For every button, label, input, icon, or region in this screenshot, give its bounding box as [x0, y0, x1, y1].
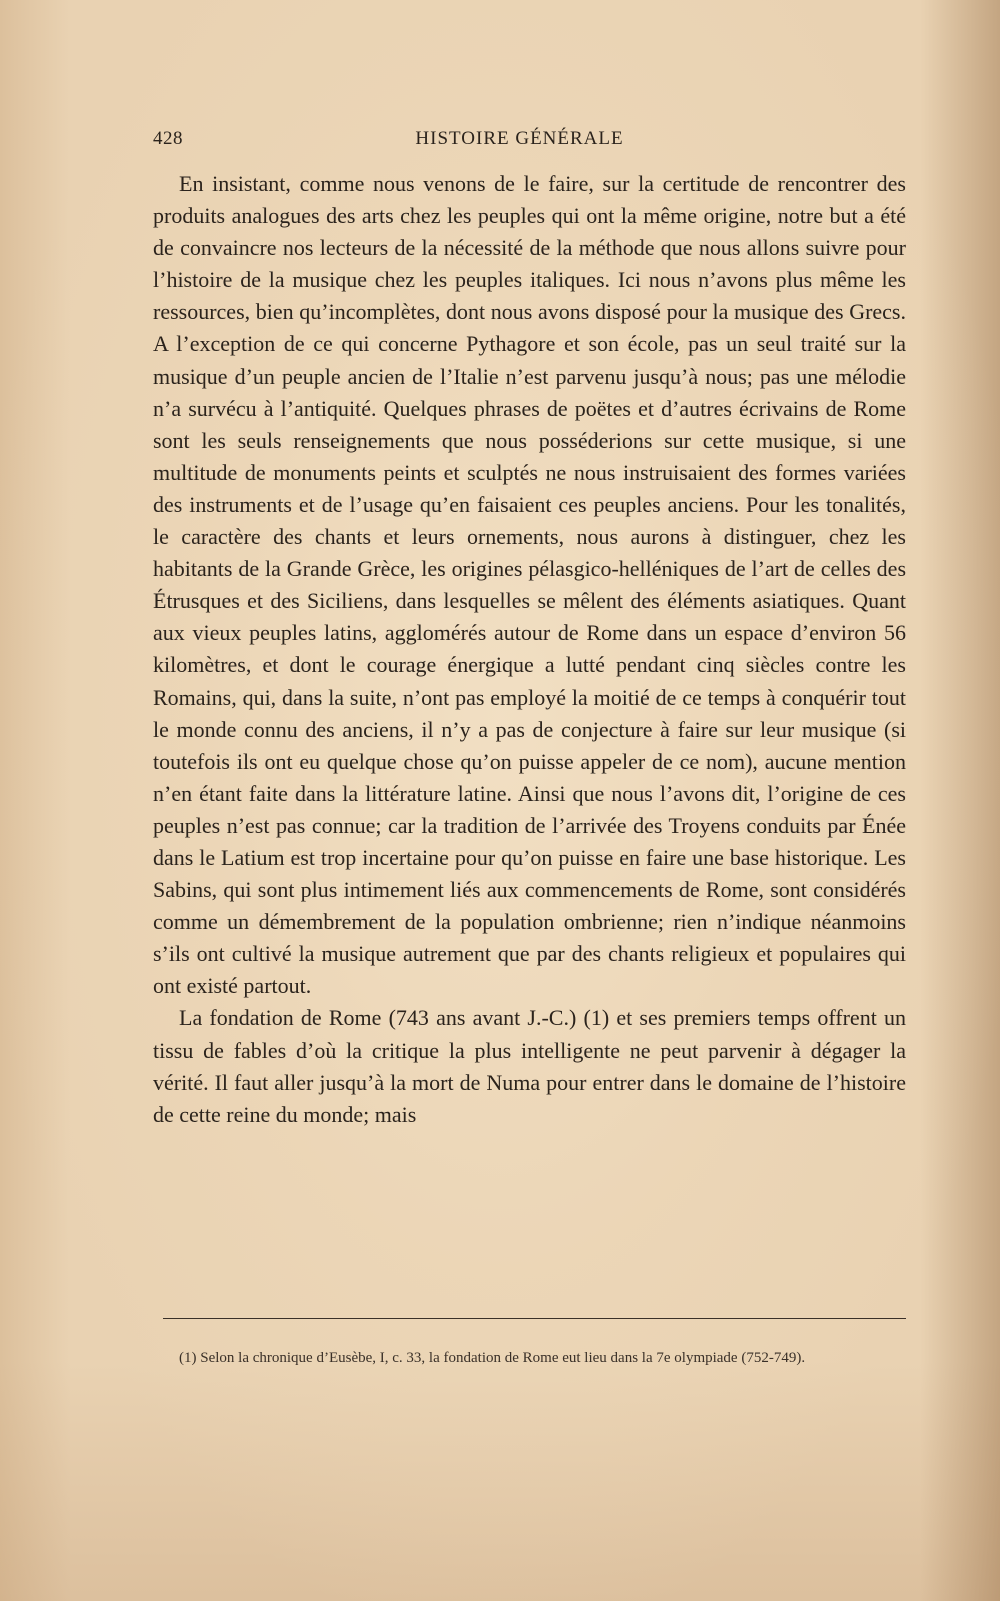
- paragraph: En insistant, comme nous venons de le faire, sur la certitude de rencontrer des produits analogues des arts chez les peuples qui ont la même origine, notre but a été de convaincre nos lecteurs de la nécessité de la méthode que nous allons suivre pour l’histoire de la musique chez les peuples italiques. Ici nous n’avons plus même les ressources, bien qu’incomplètes, dont nous avons disposé pour la musique des Grecs. A l’exception de ce qui concerne Pythagore et son école, pas un seul traité sur la musique d’un peuple ancien de l’Italie n’est parvenu jusqu’à nous; pas une mélodie n’a survécu à l’antiquité. Quelques phrases de poëtes et d’autres écrivains de Rome sont les seuls renseignements que nous posséderions sur cette musique, si une multitude de monuments peints et sculptés ne nous instruisaient des formes variées des instruments et de l’usage qu’en faisaient ces peuples anciens. Pour les tonalités, le caractère des chants et leurs ornements, nous aurons à distinguer, chez les habitants de la Grande Grèce, les origines pélasgico-helléniques de l’art de celles des Étrusques et des Siciliens, dans lesquelles se mêlent des éléments asiatiques. Quant aux vieux peuples latins, agglomérés autour de Rome dans un espace d’environ 56 kilomètres, et dont le courage énergique a lutté pendant cinq siècles contre les Romains, qui, dans la suite, n’ont pas employé la moitié de ce temps à conquérir tout le monde connu des anciens, il n’y a pas de conjecture à faire sur leur musique (si toutefois ils ont eu quelque chose qu’on puisse appeler de ce nom), aucune mention n’en étant faite dans la littérature latine. Ainsi que nous l’avons dit, l’origine de ces peuples n’est pas connue; car la tradition de l’arrivée des Troyens conduits par Énée dans le Latium est trop incertaine pour qu’on puisse en faire une base historique. Les Sabins, qui sont plus intimement liés aux commencements de Rome, sont considérés comme un démembrement de la population ombrienne; rien n’indique néanmoins s’ils ont cultivé la musique autrement que par des chants religieux et populaires qui ont existé partout.: [153, 171, 906, 999]
- footnote: (1) Selon la chronique d’Eusèbe, I, c. 33, la fondation de Rome eut lieu dans la 7e olympiade (752-749).: [179, 1350, 806, 1366]
- body-text: [153, 168, 906, 1131]
- footnote-divider: [163, 1318, 906, 1319]
- footnote-section: [153, 1346, 906, 1370]
- paragraph: La fondation de Rome (743 ans avant J.-C.) (1) et ses premiers temps offrent un tissu de fables d’où la critique la plus intelligente ne peut parvenir à dégager la vérité. Il faut aller jusqu’à la mort de Numa pour entrer dans le domaine de l’histoire de cette reine du monde; mais: [153, 1005, 906, 1127]
- page-header: [153, 128, 886, 158]
- page-number: 428: [153, 128, 183, 149]
- running-title: HISTOIRE GÉNÉRALE: [415, 128, 624, 149]
